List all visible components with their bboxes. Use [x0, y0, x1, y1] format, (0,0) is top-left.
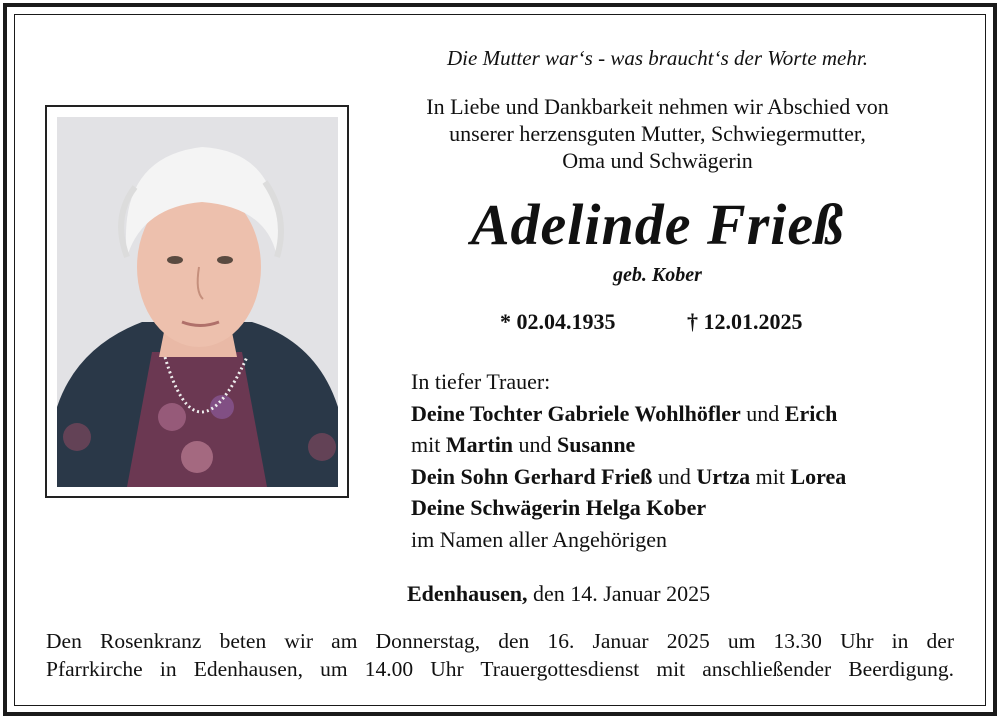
place: Edenhausen,: [407, 581, 528, 606]
intro-text: [370, 93, 945, 174]
mourner-segment: Deine Schwägerin Helga Kober: [411, 495, 707, 520]
mourner-segment: und: [740, 400, 785, 426]
deceased-name: Adelinde Frieß: [470, 192, 845, 257]
mourner-segment: Lorea: [790, 463, 847, 489]
mourner-line: [411, 524, 971, 556]
service-announcement: [46, 627, 954, 683]
mourner-line: [411, 398, 971, 430]
service-line: Pfarrkirche in Edenhausen, um 14.00 Uhr Trauergottesdienst mit anschließender Beerdigung.: [46, 657, 954, 681]
mourner-segment: Deine Tochter Gabriele Wohlhöfler: [411, 400, 741, 426]
place-date: [407, 581, 710, 607]
maiden-name: geb. Kober: [613, 264, 702, 286]
mourner-segment: und: [652, 463, 697, 489]
mourner-segment: Martin: [445, 432, 514, 457]
mourners-list: [411, 366, 971, 555]
motto: Die Mutter war‘s - was braucht‘s der Worte mehr.: [447, 46, 868, 70]
intro-line: unserer herzensguten Mutter, Schwiegermutter,: [449, 121, 866, 146]
mourner-segment: Erich: [784, 400, 838, 426]
mourner-segment: Urtza: [696, 463, 751, 489]
mourner-line: [411, 461, 971, 493]
mourner-line: [411, 492, 971, 524]
portrait-photo: [57, 117, 338, 487]
photo-frame: [45, 105, 349, 498]
mourner-segment: Susanne: [557, 432, 636, 457]
mourners-heading: In tiefer Trauer:: [411, 369, 551, 394]
intro-line: Oma und Schwägerin: [562, 148, 753, 173]
mourner-line: [411, 429, 971, 461]
mourner-segment: Dein Sohn Gerhard Frieß: [411, 463, 653, 489]
intro-line: In Liebe und Dankbarkeit nehmen wir Abschied von: [426, 94, 889, 119]
mourner-segment: und: [513, 432, 558, 457]
mourner-segment: mit: [411, 432, 446, 457]
mourner-segment: mit: [750, 463, 791, 489]
service-line: Den Rosenkranz beten wir am Donnerstag, den 16. Januar 2025 um 13.30 Uhr in der: [46, 629, 954, 653]
date: den 14. Januar 2025: [527, 581, 711, 606]
birth-date: * 02.04.1935: [500, 309, 616, 334]
death-date: † 12.01.2025: [687, 309, 803, 334]
mourner-segment: im Namen aller Angehörigen: [411, 526, 667, 552]
